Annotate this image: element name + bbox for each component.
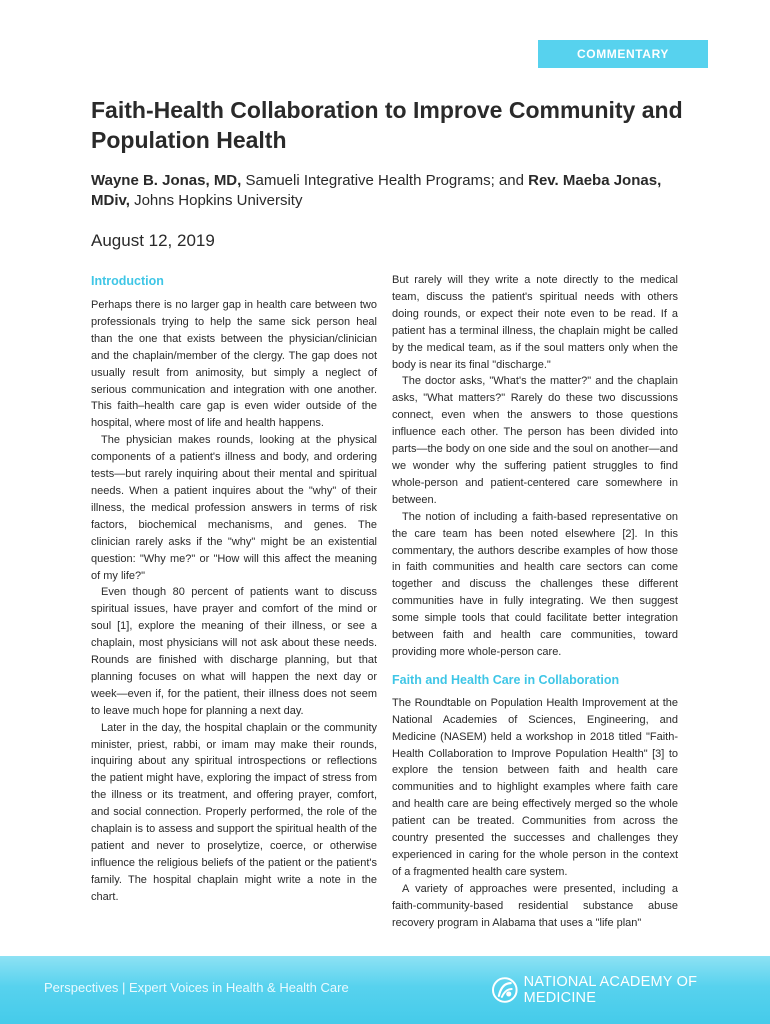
nam-logo-text: NATIONAL ACADEMY OF MEDICINE — [523, 974, 698, 1006]
footer-series-text: Perspectives | Expert Voices in Health & Health Care — [44, 980, 349, 995]
publication-date: August 12, 2019 — [91, 231, 215, 250]
author-1-affiliation: Samueli Integrative Health Programs; and — [241, 172, 529, 189]
paragraph: Later in the day, the hospital chaplain or the community minister, priest, rabbi, or imam may make their rounds, inquiring about any spiritual introspections or reflections the patient might have, exploring the impact of stress from the illness or its treatment, and offering prayer, comfort, and social connection. Properly performed, the role of the chaplain is to assess and support the spiritual health of the patient and never to proselytize, coerce, or otherwise influence the religious beliefs of the patient or the patient's family. The hospital chaplain might write a note in the chart. — [91, 721, 377, 903]
author-1-name: Wayne B. Jonas, MD, — [91, 172, 242, 189]
article-title: Faith-Health Collaboration to Improve Community and Population Health — [91, 97, 683, 153]
author-2-affiliation: Johns Hopkins University — [129, 192, 303, 209]
commentary-badge: COMMENTARY — [538, 40, 708, 68]
section-heading-introduction: Introduction — [91, 274, 164, 288]
paragraph: A variety of approaches were presented, including a faith-community-based residential substance abuse recovery program in Alabama that uses a "life plan" — [392, 882, 678, 929]
nam-logo-icon — [492, 977, 518, 1003]
paragraph: Even though 80 percent of patients want to discuss spiritual issues, have prayer and comfort of the mind or soul [1], explore the meaning of their illness, or see a chaplain, most physicians will not ask about these needs. Rounds are finished with discharge planning, but that planning focuses on what will happen the next day or week—even if, for the patient, their illness does not seem to leave much hope for planning a next day. — [91, 586, 377, 717]
paragraph: The notion of including a faith-based representative on the care team has been noted elsewhere [2]. In this commentary, the authors describe examples of how those in faith communities and health care sectors can come together and discuss the challenges these different communities have in fully integrating. We then suggest some simple tools that could facilitate better integration between faith and health care communities, toward providing more whole-person care. — [392, 510, 678, 658]
paragraph: Perhaps there is no larger gap in health care between two professionals trying to help the same sick person heal than the one that exists between the physician/clinician and the chaplain/member of the clergy. The gap does not usually result from animosity, but simply a neglect of serious communication and integration with one another. This faith–health care gap is even wider outside of the hospital, where most of life and health happens. — [91, 299, 377, 430]
paragraph: The physician makes rounds, looking at the physical components of a patient's illness and body, and ordering tests—but rarely inquiring about their mental and spiritual needs. When a patient inquires about the "why" of their illness, the medical profession answers in terms of risk factors, biochemical mechanisms, and genes. The clinician rarely asks if the "why" might be an existential question: "Why me?" or "How will this affect the meaning of my life?" — [91, 434, 377, 582]
author-line — [91, 171, 691, 211]
author-2-name: Rev. Maeba Jonas, MDiv, — [91, 172, 662, 209]
left-column — [91, 272, 377, 906]
footer-banner — [0, 956, 770, 1024]
paragraph: But rarely will they write a note directly to the medical team, discuss the patient's spiritual needs with others doing rounds, or expect their note even to be read. If a patient has a terminal illness, the chaplain might be called by the medical team, as if the soul matters only when the body is near its final "discharge." — [392, 274, 678, 371]
nam-logo — [492, 974, 770, 1006]
paragraph: The Roundtable on Population Health Improvement at the National Academies of Sciences, Engineering, and Medicine (NASEM) held a workshop in 2018 titled "Faith-Health Collaboration to Improve Population Health" [3] to explore the tension between faith and health care communities and to highlight examples where faith care and health care are being effectively merged so the whole patient can be treated. Communities from across the country presented the successes and challenges they experienced in caring for the whole person in the context of a fragmented health care system. — [392, 696, 678, 878]
right-column — [392, 272, 678, 932]
section-heading-faith-health: Faith and Health Care in Collaboration — [392, 672, 620, 687]
paragraph: The doctor asks, "What's the matter?" and the chaplain asks, "What matters?" Rarely do these two discussions connect, even when the answers to those questions influence each other. The person has been divided into parts—the body on one side and the soul on another—and we wonder why the suffering patient struggles to find whole-person and patient-centered care somewhere in between. — [392, 375, 678, 506]
